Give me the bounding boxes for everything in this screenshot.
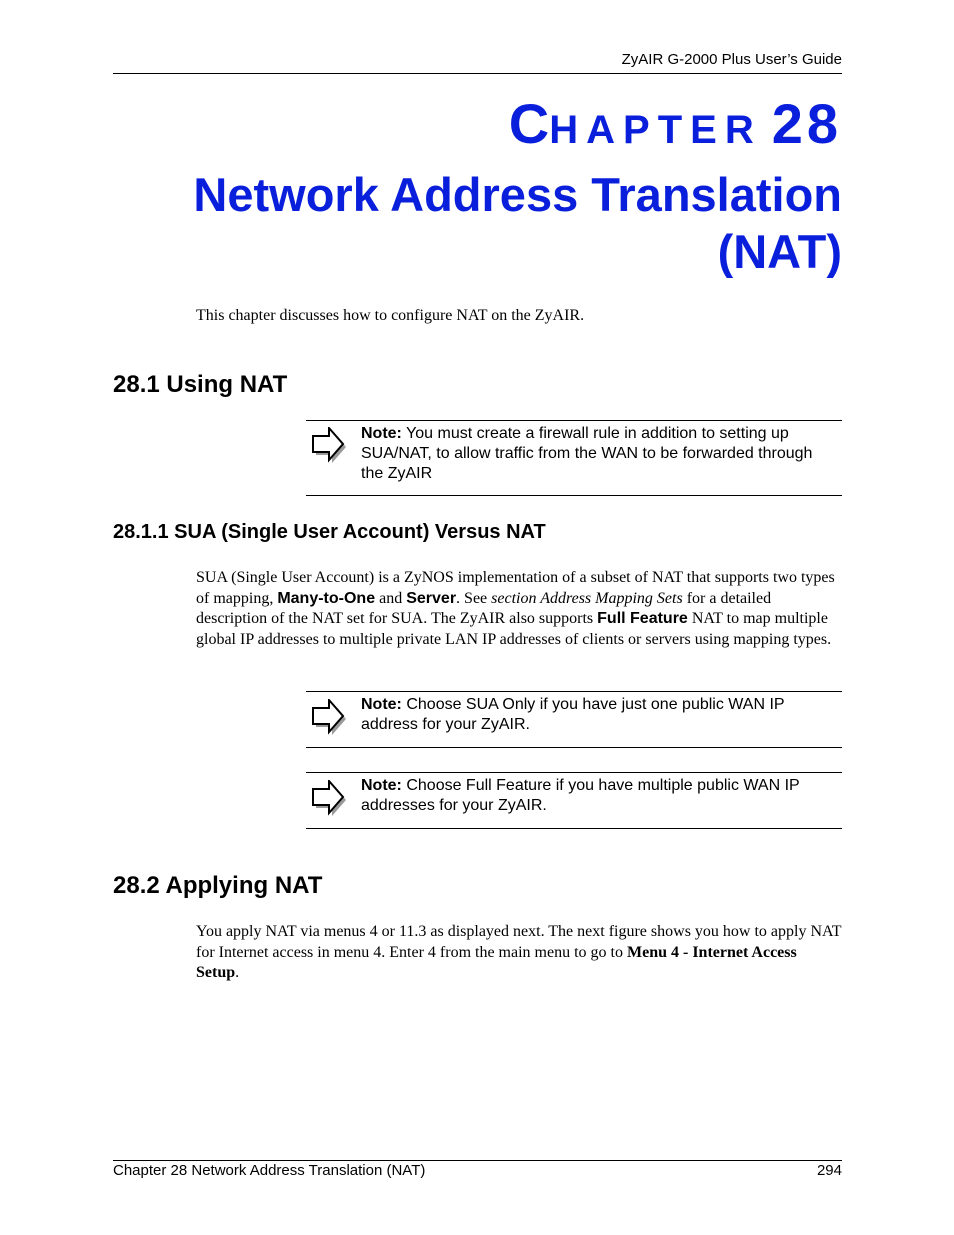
note-box-sua-only <box>306 691 842 748</box>
text-run: for a detailed description of the NAT set for SUA. The ZyAIR also supports <box>196 589 772 627</box>
intro-paragraph: This chapter discusses how to configure NAT on the ZyAIR. <box>196 307 585 324</box>
note-body: You must create a firewall rule in addition to setting up SUA/NAT, to allow traffic from the WAN to be forwarded through the ZyAIR <box>361 425 813 482</box>
note-text <box>361 695 834 735</box>
footer-chapter-title: Chapter 28 Network Address Translation (NAT) <box>113 1162 426 1179</box>
section-heading-applying-nat: 28.2 Applying NAT <box>113 872 323 899</box>
chapter-number: 28 <box>771 92 842 155</box>
running-header: ZyAIR G-2000 Plus User’s Guide <box>621 51 842 68</box>
header-rule <box>113 73 842 74</box>
page-number: 294 <box>816 1162 842 1179</box>
cross-reference: section Address Mapping Sets <box>491 589 683 607</box>
text-run: . <box>235 964 240 981</box>
chapter-label <box>508 92 842 155</box>
applying-nat-paragraph <box>196 922 842 984</box>
chapter-title <box>142 166 842 280</box>
term-many-to-one: Many-to-One <box>277 589 376 607</box>
note-arrow-icon <box>308 427 352 467</box>
note-arrow-icon <box>308 699 352 739</box>
text-run: and <box>375 589 407 607</box>
note-body: Choose SUA Only if you have just one public WAN IP address for your ZyAIR. <box>361 696 785 733</box>
chapter-label-initial: C <box>508 92 550 155</box>
note-body: Choose Full Feature if you have multiple public WAN IP addresses for your ZyAIR. <box>361 777 800 814</box>
note-text <box>361 424 834 484</box>
section-heading-using-nat: 28.1 Using NAT <box>113 371 288 398</box>
sua-paragraph <box>196 568 842 650</box>
note-label: Note: <box>361 696 402 713</box>
note-label: Note: <box>361 777 402 794</box>
menu-reference: Menu 4 - Internet Access Setup <box>196 943 797 981</box>
text-run: NAT to map multiple global IP addresses to multiple private LAN IP addresses of clients or servers using mapping types. <box>196 610 832 648</box>
note-arrow-icon <box>308 780 352 820</box>
note-box-full-feature <box>306 772 842 829</box>
chapter-label-rest: HAPTER <box>549 108 762 152</box>
text-run: . See <box>456 589 492 607</box>
note-box-firewall <box>306 420 842 496</box>
chapter-title-line1: Network Address Translation <box>193 168 842 221</box>
note-text <box>361 776 834 816</box>
subsection-heading-sua-vs-nat: 28.1.1 SUA (Single User Account) Versus NAT <box>113 521 546 543</box>
note-label: Note: <box>361 425 402 442</box>
term-server: Server <box>406 589 457 607</box>
text-run: SUA (Single User Account) is a ZyNOS implementation of a subset of NAT that supports two types of mapping, <box>196 569 835 607</box>
chapter-title-line2: (NAT) <box>717 225 842 278</box>
term-full-feature: Full Feature <box>597 610 688 627</box>
text-run: You apply NAT via menus 4 or 11.3 as displayed next. The next figure shows you how to apply NAT for Internet access in menu 4. Enter 4 from the main menu to go to <box>196 923 842 961</box>
footer-rule <box>113 1160 842 1161</box>
